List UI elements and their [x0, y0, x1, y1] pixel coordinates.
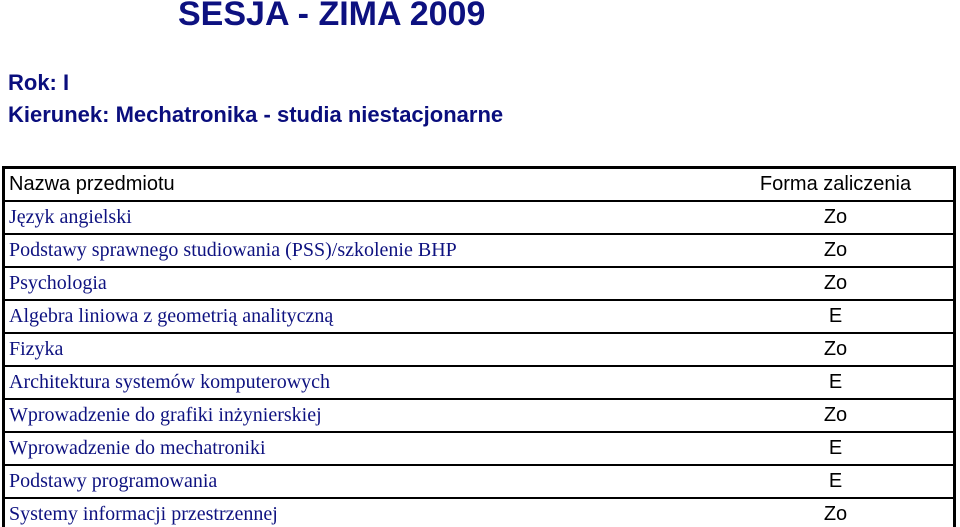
table-row [5, 499, 953, 527]
field-of-study-label: Kierunek: Mechatronika - studia niestacjonarne [8, 102, 504, 127]
header-subject: Nazwa przedmiotu [9, 173, 175, 195]
table-row [5, 400, 953, 433]
form-cell: E [828, 437, 843, 459]
table-row [5, 334, 953, 367]
subject-cell: Systemy informacji przestrzennej [9, 503, 278, 525]
subject-cell: Język angielski [9, 206, 132, 228]
year-label: Rok: I [8, 70, 70, 95]
exam-table [2, 166, 956, 527]
subject-cell: Fizyka [9, 338, 64, 360]
header-form: Forma zaliczenia [759, 173, 912, 195]
form-cell: Zo [823, 206, 848, 228]
table-row [5, 301, 953, 334]
subject-cell: Podstawy programowania [9, 470, 218, 492]
form-cell: Zo [823, 272, 848, 294]
table-row [5, 268, 953, 301]
subject-cell: Architektura systemów komputerowych [9, 371, 331, 393]
table-header-row [5, 169, 953, 202]
table-row [5, 433, 953, 466]
subject-cell: Wprowadzenie do mechatroniki [9, 437, 266, 459]
table-row [5, 466, 953, 499]
form-cell: E [828, 371, 843, 393]
table-row [5, 235, 953, 268]
page-title: SESJA - ZIMA 2009 [178, 0, 486, 33]
form-cell: E [828, 470, 843, 492]
subject-cell: Psychologia [9, 272, 107, 294]
form-cell: Zo [823, 239, 848, 261]
subject-cell: Wprowadzenie do grafiki inżynierskiej [9, 404, 322, 426]
form-cell: Zo [823, 338, 848, 360]
subject-cell: Podstawy sprawnego studiowania (PSS)/szkolenie BHP [9, 239, 457, 261]
form-cell: E [828, 305, 843, 327]
table-row [5, 367, 953, 400]
table-row [5, 202, 953, 235]
subject-cell: Algebra liniowa z geometrią analityczną [9, 305, 334, 327]
form-cell: Zo [823, 404, 848, 426]
form-cell: Zo [823, 503, 848, 525]
